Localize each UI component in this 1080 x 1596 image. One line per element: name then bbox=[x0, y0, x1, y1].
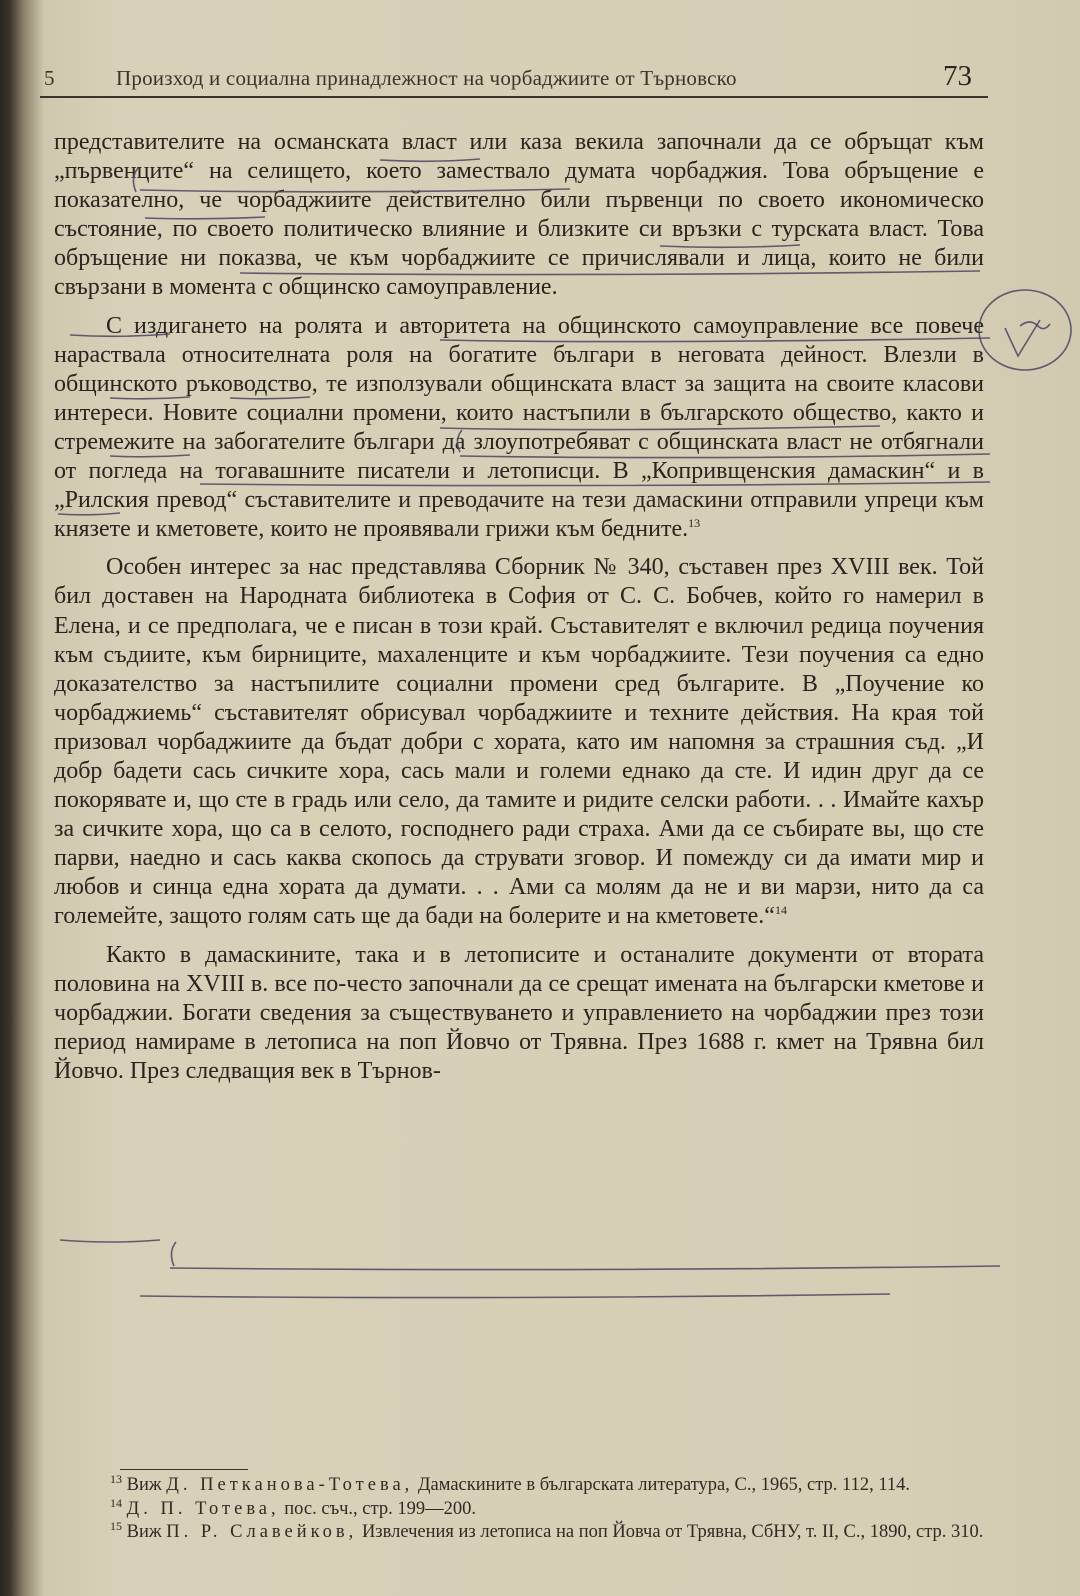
paragraph-1 bbox=[54, 128, 984, 303]
footnote-13-pre: Виж bbox=[126, 1475, 162, 1495]
footnote-rule bbox=[120, 1469, 248, 1470]
footnote-13-author: Д. Петканова-Тотева, bbox=[166, 1475, 414, 1495]
note-ref-13: 13 bbox=[688, 516, 701, 531]
footnote-14-author: Д. П. Тотева, bbox=[126, 1498, 280, 1519]
footnote-15-pre: Виж bbox=[126, 1522, 162, 1542]
note-ref-14: 14 bbox=[774, 903, 787, 918]
footnote-13-number: 13 bbox=[110, 1471, 122, 1486]
body-text bbox=[54, 128, 984, 1095]
pen-underline-16 bbox=[140, 1294, 890, 1298]
footnote-15 bbox=[54, 1518, 990, 1545]
footnote-15-text: Извлечения из летописа на поп Йовча от Трявна, СбНУ, т. II, С., 1890, стр. 310. bbox=[361, 1522, 984, 1542]
paragraph-4 bbox=[54, 941, 984, 1086]
running-header bbox=[40, 62, 988, 98]
pen-margin-check bbox=[1005, 320, 1040, 356]
paragraph-1-text: представителите на османската власт или каза векила започнали да се обръщат към „първенците“ на селището, което замествало думата чорбаджия. Това обръщение е показателно, че чорбаджиите действително били първенци по своето икономическо състояние, по своето политическо влияние и близките си връзки с турската власт. Това обръщение ни показва, че към чорбаджиите се причислявали и лица, които не били свързани в момента с общинско самоуправление. bbox=[54, 129, 984, 301]
paragraph-2 bbox=[54, 312, 984, 545]
footnote-15-author: П. Р. Славейков, bbox=[166, 1522, 358, 1542]
footnote-14-text: пос. съч., стр. 199—200. bbox=[284, 1498, 476, 1519]
pen-margin-squiggle bbox=[1020, 322, 1050, 329]
pen-margin-circle bbox=[979, 290, 1071, 370]
footnote-13 bbox=[54, 1471, 990, 1498]
running-title: Произход и социална принадлежност на чорбаджиите от Търновско bbox=[116, 66, 737, 90]
paragraph-4-text: Както в дамаскините, така и в летописите и останалите документи от втората половина на XVIII в. все по-често започнали да се срещат имената на български кметове и чорбаджии. Богати сведения за съществуването и управлението на чорбаджии през този период намираме в летописа на поп Йовчо от Трявна. През 1688 г. кмет на Трявна бил Йовчо. През следващия век в Търнов- bbox=[54, 941, 984, 1084]
header-left-number: 5 bbox=[44, 66, 55, 90]
paragraph-3 bbox=[54, 553, 984, 931]
page-number: 73 bbox=[943, 60, 972, 92]
paragraph-3-text: Особен интерес за нас представлява Сборник № 340, съставен през XVIII век. Той бил доставен на Народната библиотека в София от С. С. Бобчев, който го намерил в Елена, и се предполага, че е писан в този край. Съставителят е включил редица поучения към съдиите, към бирниците, махаленците и към чорбаджиите. Тези поучения са едно доказателство за настъпилите социални промени сред българите. В „Поучение ко чорбаджиемь“ съставителят обрисувал чорбаджиите и техните действия. На края той призовал чорбаджиите да бъдат добри с хората, като им напомня за страшния съд. „И добр бадети сась сичките хора, сась мали и големи еднако да сте. И идин друг да се покорявате и, що сте в градь или село, да тамите и ридите селски работи. . . Имайте кахър за сичките хора, що са в селото, господнего ради страха. Ами да се събирате вы, що сте парви, наедно и сась каква скопось да струвати зговор. И помежду си да имати мир и любов и синца една хората да думати. . . Ами са молям да не и ви марзи, нито да са големейте, защото голям сать ще да бади на болерите и на кметовете.“ bbox=[54, 554, 984, 930]
footnote-13-text: Дамаскините в българската литература, С., 1965, стр. 112, 114. bbox=[417, 1475, 911, 1495]
footnotes bbox=[54, 1471, 990, 1545]
footnote-14 bbox=[54, 1495, 990, 1522]
pen-underline-17 bbox=[60, 1240, 160, 1242]
pen-underline-15 bbox=[170, 1266, 1000, 1270]
pen-bracket-3 bbox=[171, 1242, 176, 1266]
footnote-15-number: 15 bbox=[110, 1518, 122, 1533]
paragraph-2-text: С издигането на ролята и авторитета на общинското самоуправление все повече нараствала относителната роля на богатите българи в неговата дейност. Влезли в общинското ръководство, те използували общинската власт за защита на своите класови интереси. Новите социални промени, които настъпили в българското общество, както и стремежите на забогателите българи да злоупотребяват с общинската власт не отбягнали от погледа на тогавашните писатели и летописци. В „Копривщенския дамаскин“ и в „Рилския превод“ съставителите и преводачите на тези дамаскини отправили упреци към князете и кметовете, които не проявявали грижи към бедните. bbox=[54, 312, 984, 543]
footnote-14-number: 14 bbox=[110, 1495, 122, 1510]
